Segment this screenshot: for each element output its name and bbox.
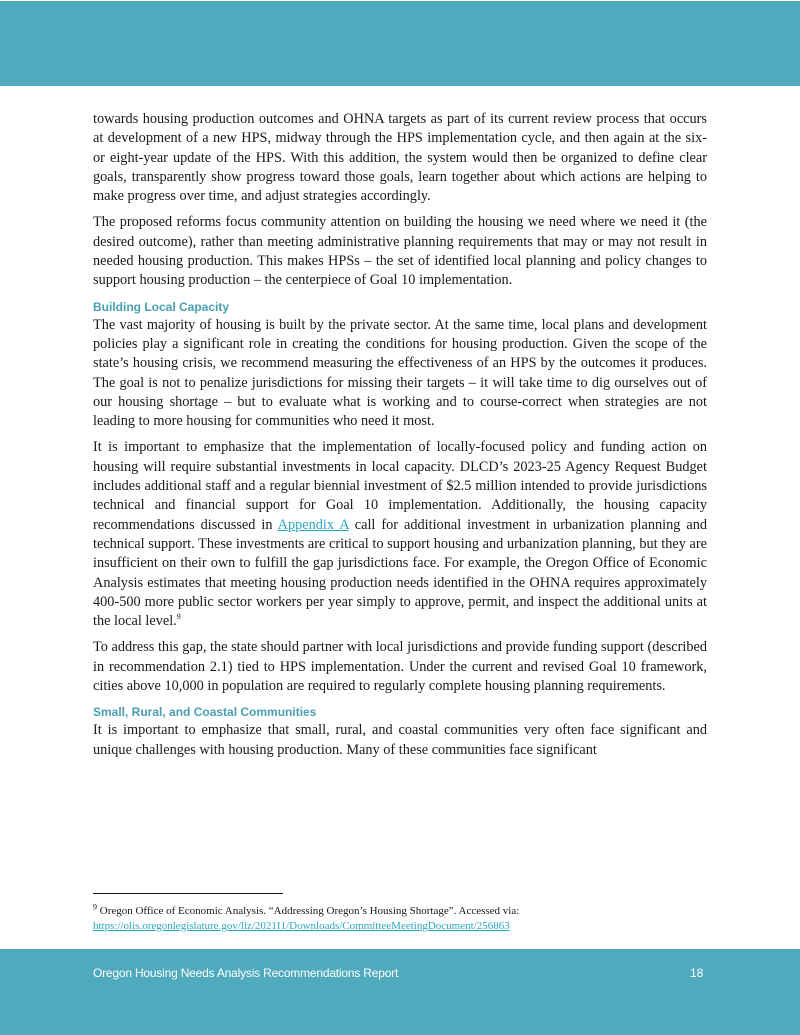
- paragraph-text-before-link: It is important to emphasize that the implementation of locally-focused policy and funding action on housing will require substantial investments in local capacity. DLCD’s 2023-25 Agency Request Budget includes additional staff and a regular biennial investment of $2.5 million intended to provide jurisdictions technical and financial support for Goal 10 implementation. Additionally, the housing capacity recommendations discussed in: [93, 439, 707, 533]
- paragraph-text-after-link: call for additional investment in urbanization planning and technical support. These investments are critical to support housing and urbanization planning, but they are insufficient on their own to fulfill the gap jurisdictions face. For example, the Oregon Office of Economic Analysis estimates that meeting housing production needs identified in the OHNA requires approximately 400-500 more public sector workers per year simply to approve, permit, and inspect the additional units at the local level.: [93, 516, 707, 630]
- page-number: 18: [690, 966, 704, 980]
- heading-small-rural-coastal: Small, Rural, and Coastal Communities: [93, 705, 317, 720]
- footnote-reference[interactable]: 9: [176, 612, 181, 622]
- page-body: [93, 110, 707, 767]
- footer-band: [0, 949, 800, 1035]
- paragraph-local-capacity: [93, 438, 707, 631]
- footnote-citation: [93, 904, 713, 919]
- appendix-a-link[interactable]: Appendix A: [277, 516, 349, 533]
- paragraph-private-sector: The vast majority of housing is built by the private sector. At the same time, local plans and development policies play a significant role in creating the conditions for housing production. Given the scope of the state’s housing crisis, we recommend measuring the effectiveness of an HPS by the outcomes it produces. The goal is not to penalize jurisdictions for missing their targets – it will take time to dig ourselves out of our housing shortage – but to evaluate what is working and to course-correct when strategies are not leading to more housing for communities who need it most.: [93, 316, 707, 430]
- paragraph-proposed-reforms: The proposed reforms focus community attention on building the housing we need where we need it (the desired outcome), rather than meeting administrative planning requirements that may or may not result in needed housing production. This makes HPSs – the set of identified local planning and policy changes to support housing production – the centerpiece of Goal 10 implementation.: [93, 214, 707, 289]
- paragraph-small-communities: It is important to emphasize that small, rural, and coastal communities very often face significant and unique challenges with housing production. Many of these communities face significant: [93, 722, 707, 758]
- footnote-url-link[interactable]: https://olis.oregonlegislature.gov/liz/2021I1/Downloads/CommitteeMeetingDocument/256863: [93, 920, 510, 932]
- footnote-number: 9: [93, 902, 97, 912]
- footnote-text: Oregon Office of Economic Analysis. “Addressing Oregon’s Housing Shortage”. Accessed via:: [97, 905, 520, 917]
- header-band: [0, 1, 800, 86]
- footer-report-title: Oregon Housing Needs Analysis Recommendations Report: [93, 966, 399, 980]
- paragraph-review-process: towards housing production outcomes and OHNA targets as part of its current review process that occurs at development of a new HPS, midway through the HPS implementation cycle, and then again at the six- or eight-year update of the HPS. With this addition, the system would then be organized to define clear goals, transparently show progress toward those goals, learn together about which actions are helping to make progress over time, and adjust strategies accordingly.: [93, 111, 707, 205]
- paragraph-address-gap: To address this gap, the state should partner with local jurisdictions and provide funding support (described in recommendation 2.1) tied to HPS implementation. Under the current and revised Goal 10 framework, cities above 10,000 in population are required to regularly complete housing planning requirements.: [93, 639, 707, 695]
- footnote: [93, 904, 713, 934]
- heading-building-local-capacity: Building Local Capacity: [93, 299, 230, 314]
- footnote-divider: [93, 893, 283, 894]
